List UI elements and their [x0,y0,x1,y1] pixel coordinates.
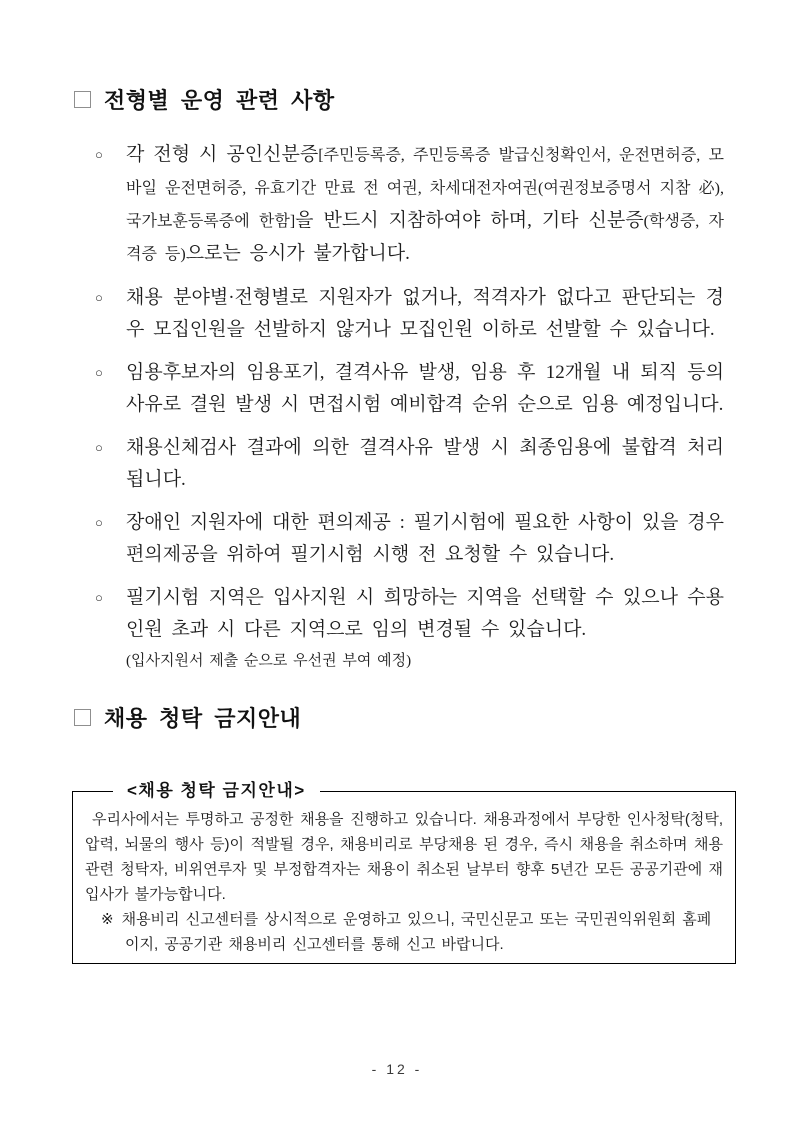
circle-bullet-icon: ○ [95,590,103,605]
square-bullet-icon [74,91,91,108]
list-item [74,357,724,421]
notice-box [72,781,736,964]
list-item [74,432,724,496]
section-heading-operation [74,84,724,115]
bullet-text: 채용 분야별·전형별로 지원자가 없거나, 적격자가 없다고 판단되는 경우 모집인원을 선발하지 않거나 모집인원 이하로 선발할 수 있습니다. [126,287,724,340]
list-item [74,507,724,571]
bullet-text [126,582,724,676]
list-item [74,139,724,271]
reference-mark-icon: ※ [101,911,114,928]
section-title: 채용 청탁 금지안내 [104,706,302,731]
text-segment-small: [주민등록증, 주민등록증 발급신청확인서, 운전면허증, 모바일 운전면허증, 유효기간 만료 전 여권, 차세대전자여권(여권정보증명서 지참 必), 국가보훈등록증에 한함] [126,147,724,230]
circle-bullet-icon: ○ [95,515,103,530]
page-number: - 12 - [371,1061,423,1077]
text-segment-small: (학생증, 자격증 등) [126,213,725,263]
notice-box-note-text: 채용비리 신고센터를 상시적으로 운영하고 있으니, 국민신문고 또는 국민권익위원회 홈페이지, 공공기관 채용비리 신고센터를 통해 신고 바랍니다. [121,911,712,953]
list-item [74,582,724,676]
bullet-text [126,139,724,271]
text-segment: 으로는 응시가 불가합니다. [185,243,410,264]
notice-box-title: <채용 청탁 금지안내> [113,780,320,802]
bullet-list [74,139,724,676]
circle-bullet-icon: ○ [95,147,103,162]
text-segment: 필기시험 지역은 입사지원 시 희망하는 지역을 선택할 수 있으나 수용인원 초과 시 다른 지역으로 임의 변경될 수 있습니다. [126,587,724,640]
bullet-text: 장애인 지원자에 대한 편의제공 : 필기시험에 필요한 사항이 있을 경우 편의제공을 위하여 필기시험 시행 전 요청할 수 있습니다. [126,512,724,565]
text-segment: 을 반드시 지참하여야 하며, 기타 신분증 [295,210,644,231]
square-bullet-icon [74,709,91,726]
circle-bullet-icon: ○ [95,290,103,305]
list-item [74,282,724,346]
notice-box-body: 우리사에서는 투명하고 공정한 채용을 진행하고 있습니다. 채용과정에서 부당한 인사청탁(청탁, 압력, 뇌물의 행사 등)이 적발될 경우, 채용비리로 부당채용 된 경우, 즉시 채용을 취소하며 채용관련 청탁자, 비위연루자 및 부정합격자는 채용이 취소된 날부터 향후 5년간 모든 공공기관에 재입사가 불가능합니다. [85,811,723,903]
bullet-text: 임용후보자의 임용포기, 결격사유 발생, 임용 후 12개월 내 퇴직 등의 사유로 결원 발생 시 면접시험 예비합격 순위 순으로 임용 예정입니다. [126,362,724,415]
section-title: 전형별 운영 관련 사항 [104,88,335,113]
bullet-sub-note: (입사지원서 제출 순으로 우선권 부여 예정) [126,653,412,669]
text-segment: 각 전형 시 공인신분증 [126,144,319,165]
circle-bullet-icon: ○ [95,365,103,380]
circle-bullet-icon: ○ [95,440,103,455]
bullet-text: 채용신체검사 결과에 의한 결격사유 발생 시 최종임용에 불합격 처리됩니다. [126,437,724,490]
section-heading-no-solicitation [74,702,724,733]
notice-box-note [85,907,723,957]
